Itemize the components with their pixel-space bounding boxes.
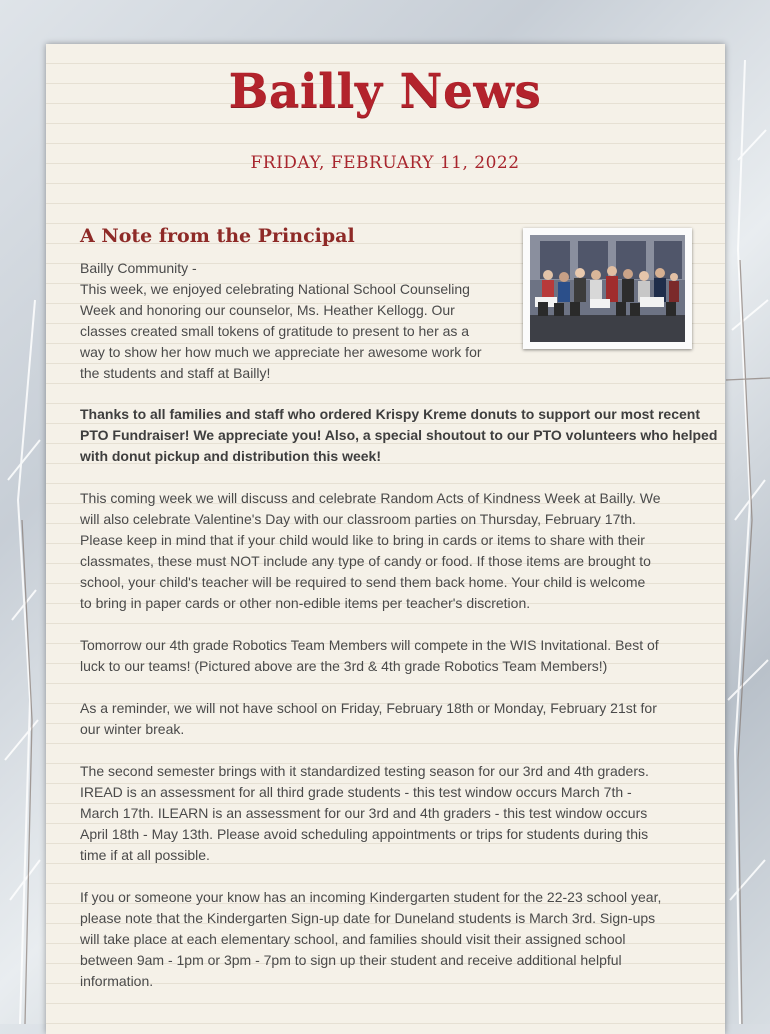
- testing-line: March 17th. ILEARN is an assessment for our 3rd and 4th graders - this test window occurs: [80, 805, 648, 821]
- intro-line: This week, we enjoyed celebrating National School Counseling: [80, 281, 470, 297]
- intro-line: classes created small tokens of gratitude to present to her as a: [80, 323, 470, 339]
- robotics-line: luck to our teams! (Pictured above are the 3rd & 4th grade Robotics Team Members!): [80, 658, 608, 674]
- newsletter-title: Bailly News: [228, 64, 542, 119]
- kindergarten-line: information.: [80, 973, 154, 989]
- section-heading: A Note from the Principal: [80, 225, 355, 247]
- kindness-line: will also celebrate Valentine's Day with our classroom parties on Thursday, February 17th.: [80, 511, 636, 527]
- kindness-line: classmates, these must NOT include any type of candy or food. If those items are brought to: [80, 553, 651, 569]
- robotics-team-photo: [523, 228, 692, 349]
- testing-line: IREAD is an assessment for all third grade students - this test window occurs March 7th -: [80, 784, 632, 800]
- break-line: our winter break.: [80, 721, 185, 737]
- newsletter-date: FRIDAY, FEBRUARY 11, 2022: [250, 153, 520, 173]
- kindergarten-line: between 9am - 1pm or 3pm - 7pm to sign up their student and receive additional helpful: [80, 952, 622, 968]
- intro-line: the students and staff at Bailly!: [80, 365, 271, 381]
- greeting-line: Bailly Community -: [80, 260, 197, 276]
- kindergarten-signup-paragraph: [80, 887, 720, 992]
- fundraiser-thanks-paragraph: [80, 404, 720, 467]
- intro-line: way to show her how much we appreciate her awesome work for: [80, 344, 482, 360]
- winter-break-paragraph: [80, 698, 720, 740]
- kindness-line: This coming week we will discuss and celebrate Random Acts of Kindness Week at Bailly. We: [80, 490, 661, 506]
- kindergarten-line: will take place at each elementary school, and families should visit their assigned school: [80, 931, 626, 947]
- testing-paragraph: [80, 761, 720, 866]
- robotics-team-photo-image: [530, 235, 685, 342]
- thanks-line: Thanks to all families and staff who ordered Krispy Kreme donuts to support our most recent: [80, 406, 700, 422]
- kindness-line: school, your child's teacher will be required to send them back home. Your child is welcome: [80, 574, 646, 590]
- intro-line: Week and honoring our counselor, Ms. Heather Kellogg. Our: [80, 302, 455, 318]
- testing-line: The second semester brings with it standardized testing season for our 3rd and 4th graders.: [80, 763, 649, 779]
- robotics-paragraph: [80, 635, 720, 677]
- kindergarten-line: If you or someone your know has an incoming Kindergarten student for the 22-23 school year,: [80, 889, 662, 905]
- kindergarten-line: please note that the Kindergarten Sign-up date for Duneland students is March 3rd. Sign-ups: [80, 910, 656, 926]
- kindness-week-paragraph: [80, 488, 720, 614]
- thanks-line: with donut pickup and distribution this week!: [80, 448, 381, 464]
- kindness-line: to bring in paper cards or other non-edible items per teacher's discretion.: [80, 595, 531, 611]
- thanks-line: PTO Fundraiser! We appreciate you! Also, a special shoutout to our PTO volunteers who helped: [80, 427, 718, 443]
- intro-paragraph: [80, 258, 510, 384]
- testing-line: time if at all possible.: [80, 847, 210, 863]
- robotics-line: Tomorrow our 4th grade Robotics Team Members will compete in the WIS Invitational. Best of: [80, 637, 659, 653]
- break-line: As a reminder, we will not have school on Friday, February 18th or Monday, February 21st for: [80, 700, 657, 716]
- kindness-line: Please keep in mind that if your child would like to bring in cards or items to share with their: [80, 532, 645, 548]
- testing-line: April 18th - May 13th. Please avoid scheduling appointments or trips for students during this: [80, 826, 649, 842]
